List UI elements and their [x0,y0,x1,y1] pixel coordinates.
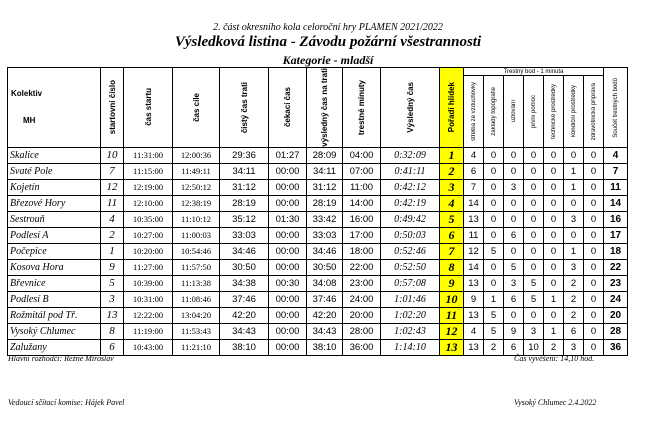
start-time: 10:31:00 [124,291,173,307]
trestne-minuty-label: trestné minuty [357,79,366,135]
penalty-points: 6 [464,163,484,179]
penalty-points: 3 [564,259,584,275]
team-name: Břevnice [8,275,101,291]
final-time: 1:14:10 [381,339,440,355]
track-time: 34:08 [307,275,343,291]
penalty-points: 0 [484,227,504,243]
penalty-col-header [504,76,524,148]
penalty-sum: 28 [604,323,628,339]
final-time: 0:52:46 [381,243,440,259]
penalty-points: 0 [524,195,544,211]
page-title: Výsledková listina - Závodu požární všestrannosti [174,34,482,50]
penalty-points: 0 [544,259,564,275]
finish-time: 11:00:03 [173,227,220,243]
wait-time: 00:00 [269,163,307,179]
penalty-points: 0 [484,259,504,275]
start-number: 5 [101,275,124,291]
mh-label: MH [23,116,36,126]
penalty-points: 5 [504,259,524,275]
cas-cile-header [173,68,220,148]
penalty-points: 0 [524,179,544,195]
table-row [8,291,628,307]
start-time: 10:27:00 [124,227,173,243]
vysledny-cas-header [381,68,440,148]
penalty-col-label: technické prostředky [550,83,557,139]
cas-cile-label: čas cíle [191,92,201,122]
clean-time: 33:03 [220,227,269,243]
clean-time: 38:10 [220,339,269,355]
table-row [8,275,628,291]
track-time: 38:10 [307,339,343,355]
penalty-sum: 11 [604,179,628,195]
penalty-col-label: první pomoc [530,94,537,128]
penalty-points: 0 [504,195,524,211]
team-name: Svaté Pole [8,163,101,179]
finish-time: 13:04:20 [173,307,220,323]
rank-cell: 12 [440,323,464,339]
penalty-sum: 7 [604,163,628,179]
penalty-sum: 36 [604,339,628,355]
finish-time: 10:54:46 [173,243,220,259]
rank-cell: 2 [440,163,464,179]
start-time: 11:15:00 [124,163,173,179]
category-title: Kategorie - mladší [282,53,374,67]
penalty-points: 3 [504,179,524,195]
penalty-points: 3 [564,339,584,355]
track-time: 33:42 [307,211,343,227]
penalty-points: 13 [464,211,484,227]
penalty-points: 3 [504,275,524,291]
rank-cell: 11 [440,307,464,323]
finish-time: 11:21:10 [173,339,220,355]
penalty-col-header [584,76,604,148]
start-number: 10 [101,147,124,163]
penalty-points: 0 [544,307,564,323]
wait-time: 00:00 [269,195,307,211]
penalty-points: 13 [464,307,484,323]
penalty-points: 0 [584,323,604,339]
penalty-points: 11 [464,227,484,243]
misto-datum: Vysoký Chlumec 2.4.2022 [514,398,597,407]
final-time: 1:01:46 [381,291,440,307]
clean-time: 30:50 [220,259,269,275]
team-name: Podlesí A [8,227,101,243]
subtitle: 2. část okresního kola celoroční hry PLAMEN 2021/2022 [213,22,443,33]
penalty-points: 0 [584,307,604,323]
final-time: 0:52:50 [381,259,440,275]
wait-time: 00:00 [269,339,307,355]
wait-time: 00:00 [269,227,307,243]
start-number: 1 [101,243,124,259]
penalty-points: 7 [464,179,484,195]
vysledny-cas-label: Výsledný čas [405,82,415,133]
results-table [7,67,628,356]
penalty-points: 0 [544,147,564,163]
start-no-header [101,68,124,148]
penalty-col-header [464,76,484,148]
penalty-points: 0 [484,163,504,179]
start-number: 6 [101,339,124,355]
penalty-points: 0 [504,147,524,163]
penalty-points: 5 [484,243,504,259]
penalty-points: 0 [584,227,604,243]
start-time: 12:22:00 [124,307,173,323]
penalty-minutes: 28:00 [343,323,381,339]
penalty-sum: 23 [604,275,628,291]
rank-cell: 10 [440,291,464,307]
penalty-minutes: 14:00 [343,195,381,211]
wait-time: 00:30 [269,275,307,291]
table-row [8,307,628,323]
penalty-points: 0 [584,163,604,179]
soucet-header [604,68,628,148]
track-time: 28:09 [307,147,343,163]
finish-time: 12:50:12 [173,179,220,195]
wait-time: 00:00 [269,323,307,339]
penalty-points: 0 [504,307,524,323]
finish-time: 11:49:11 [173,163,220,179]
penalty-points: 0 [504,211,524,227]
rank-cell: 5 [440,211,464,227]
cas-startu-label: čas startu [143,88,153,127]
finish-time: 11:57:50 [173,259,220,275]
team-name: Zalužany [8,339,101,355]
vysledny-cas-trati-label: výsledný čas na trati [320,68,329,147]
track-time: 28:19 [307,195,343,211]
penalty-sum: 18 [604,243,628,259]
penalty-minutes: 24:00 [343,291,381,307]
start-time: 12:10:00 [124,195,173,211]
table-row [8,339,628,355]
penalty-points: 5 [484,323,504,339]
rank-cell: 9 [440,275,464,291]
finish-time: 12:38:19 [173,195,220,211]
rank-cell: 6 [440,227,464,243]
trestne-minuty-header [343,68,381,148]
table-row [8,243,628,259]
penalty-points: 12 [464,243,484,259]
penalty-points: 5 [484,307,504,323]
rank-cell: 13 [440,339,464,355]
penalty-points: 0 [584,275,604,291]
wait-time: 01:27 [269,147,307,163]
penalty-points: 0 [544,275,564,291]
team-name: Sestrouň [8,211,101,227]
rank-cell: 7 [440,243,464,259]
penalty-points: 0 [584,243,604,259]
start-time: 10:39:00 [124,275,173,291]
team-name: Kojetín [8,179,101,195]
results-body [8,147,628,355]
penalty-points: 6 [504,227,524,243]
hlavni-rozhodci: Hlavní rozhodčí: Režné Miroslav [8,354,114,363]
penalty-sum: 16 [604,211,628,227]
wait-time: 00:00 [269,179,307,195]
penalty-points: 0 [584,291,604,307]
poradi-header [440,68,464,148]
table-row [8,259,628,275]
penalty-points: 0 [524,163,544,179]
clean-time: 31:12 [220,179,269,195]
team-name: Počepice [8,243,101,259]
penalty-points: 0 [544,243,564,259]
penalty-points: 10 [524,339,544,355]
penalty-minutes: 23:00 [343,275,381,291]
penalty-points: 1 [564,243,584,259]
penalty-col-label: kondiční prostředky [570,85,577,138]
penalty-points: 0 [564,227,584,243]
clean-time: 42:20 [220,307,269,323]
finish-time: 11:10:12 [173,211,220,227]
start-number: 11 [101,195,124,211]
clean-time: 28:19 [220,195,269,211]
penalty-points: 13 [464,339,484,355]
penalty-points: 0 [504,163,524,179]
penalty-col-label: základy topografie [490,87,497,136]
poradi-label: Pořadí hlídek [447,82,456,133]
penalty-points: 5 [524,291,544,307]
penalty-minutes: 17:00 [343,227,381,243]
table-row [8,195,628,211]
track-time: 31:12 [307,179,343,195]
team-name: Skalice [8,147,101,163]
wait-time: 00:00 [269,307,307,323]
start-time: 11:19:00 [124,323,173,339]
track-time: 30:50 [307,259,343,275]
penalty-minutes: 36:00 [343,339,381,355]
penalty-col-header [564,76,584,148]
cisty-cas-label: čistý čas trati [239,81,249,133]
clean-time: 34:46 [220,243,269,259]
final-time: 1:02:20 [381,307,440,323]
penalty-points: 0 [484,211,504,227]
finish-time: 11:13:38 [173,275,220,291]
penalty-sum: 22 [604,259,628,275]
table-row [8,179,628,195]
final-time: 0:49:42 [381,211,440,227]
start-number: 4 [101,211,124,227]
penalty-points: 2 [564,307,584,323]
start-number: 13 [101,307,124,323]
penalty-col-label: střelba ze vzduchovky [470,81,477,141]
team-name: Březové Hory [8,195,101,211]
start-number: 3 [101,291,124,307]
penalty-points: 13 [464,275,484,291]
wait-time: 00:00 [269,259,307,275]
penalty-points: 1 [544,291,564,307]
final-time: 0:32:09 [381,147,440,163]
team-name: Vysoký Chlumec [8,323,101,339]
penalty-points: 6 [504,339,524,355]
penalty-sum: 14 [604,195,628,211]
penalty-points: 2 [544,339,564,355]
track-time: 34:46 [307,243,343,259]
final-time: 0:41:11 [381,163,440,179]
cisty-cas-header [220,68,269,148]
penalty-points: 0 [544,179,564,195]
kolektiv-header [8,68,101,148]
penalty-sum: 17 [604,227,628,243]
cas-vyveseni: Čas vyvěšení: 14,10 hod. [514,354,595,363]
team-name: Kosova Hora [8,259,101,275]
final-time: 0:50:03 [381,227,440,243]
penalty-points: 0 [524,211,544,227]
penalty-points: 0 [484,195,504,211]
penalty-col-label: uzlování [510,100,517,123]
penalty-points: 0 [584,211,604,227]
start-time: 10:35:00 [124,211,173,227]
penalty-points: 0 [484,147,504,163]
kolektiv-label: Kolektiv [11,89,43,99]
penalty-minutes: 22:00 [343,259,381,275]
penalty-col-header [524,76,544,148]
penalty-points: 2 [564,291,584,307]
finish-time: 12:00:36 [173,147,220,163]
penalty-points: 0 [524,147,544,163]
penalty-col-label: zdravotnická příprava [590,82,597,141]
penalty-sum: 4 [604,147,628,163]
cekaci-cas-header [269,68,307,148]
start-time: 12:19:00 [124,179,173,195]
track-time: 33:03 [307,227,343,243]
penalty-points: 0 [524,227,544,243]
penalty-points: 2 [484,339,504,355]
penalty-points: 0 [584,259,604,275]
start-number: 12 [101,179,124,195]
penalty-points: 0 [564,147,584,163]
penalty-points: 0 [584,147,604,163]
final-time: 0:42:19 [381,195,440,211]
penalty-points: 4 [464,147,484,163]
penalty-points: 0 [484,275,504,291]
penalty-col-header [484,76,504,148]
penalty-group-header: Trestný bod - 1 minuta [464,68,604,76]
penalty-points: 9 [504,323,524,339]
table-row [8,323,628,339]
vedouci-scitaci-komise: Vedoucí sčítací komise: Hájek Pavel [8,398,125,407]
penalty-minutes: 04:00 [343,147,381,163]
penalty-minutes: 20:00 [343,307,381,323]
penalty-points: 1 [544,323,564,339]
rank-cell: 1 [440,147,464,163]
penalty-points: 0 [584,179,604,195]
track-time: 34:43 [307,323,343,339]
penalty-points: 6 [564,323,584,339]
penalty-points: 0 [584,339,604,355]
penalty-points: 1 [564,163,584,179]
penalty-points: 0 [544,227,564,243]
penalty-points: 1 [564,179,584,195]
penalty-points: 5 [524,275,544,291]
penalty-minutes: 18:00 [343,243,381,259]
penalty-points: 14 [464,259,484,275]
clean-time: 35:12 [220,211,269,227]
final-time: 0:42:12 [381,179,440,195]
penalty-points: 0 [544,163,564,179]
penalty-sum: 24 [604,291,628,307]
start-number: 8 [101,323,124,339]
penalty-minutes: 07:00 [343,163,381,179]
team-name: Podlesí B [8,291,101,307]
rank-cell: 4 [440,195,464,211]
finish-time: 11:08:46 [173,291,220,307]
table-row [8,211,628,227]
table-row [8,147,628,163]
penalty-minutes: 16:00 [343,211,381,227]
track-time: 34:11 [307,163,343,179]
penalty-points: 14 [464,195,484,211]
penalty-points: 0 [584,195,604,211]
finish-time: 11:53:43 [173,323,220,339]
rank-cell: 8 [440,259,464,275]
start-time: 11:31:00 [124,147,173,163]
penalty-points: 0 [564,195,584,211]
cas-startu-header [124,68,173,148]
table-row [8,163,628,179]
rank-cell: 3 [440,179,464,195]
track-time: 37:46 [307,291,343,307]
penalty-points: 3 [524,323,544,339]
clean-time: 34:43 [220,323,269,339]
vysledny-cas-trati-header [307,68,343,148]
clean-time: 34:38 [220,275,269,291]
table-row [8,227,628,243]
penalty-points: 0 [524,307,544,323]
penalty-points: 0 [524,243,544,259]
penalty-points: 3 [564,211,584,227]
penalty-sum: 20 [604,307,628,323]
wait-time: 00:00 [269,243,307,259]
cekaci-cas-label: čekací čas [283,87,292,128]
clean-time: 34:11 [220,163,269,179]
start-time: 10:20:00 [124,243,173,259]
penalty-points: 0 [504,243,524,259]
clean-time: 29:36 [220,147,269,163]
penalty-points: 2 [564,275,584,291]
start-number: 7 [101,163,124,179]
clean-time: 37:46 [220,291,269,307]
penalty-minutes: 11:00 [343,179,381,195]
track-time: 42:20 [307,307,343,323]
start-time: 11:27:00 [124,259,173,275]
start-no-label: startovní číslo [107,80,117,135]
penalty-points: 6 [504,291,524,307]
final-time: 0:57:08 [381,275,440,291]
wait-time: 00:00 [269,291,307,307]
wait-time: 01:30 [269,211,307,227]
start-number: 2 [101,227,124,243]
penalty-points: 0 [524,259,544,275]
penalty-points: 4 [464,323,484,339]
team-name: Rožmitál pod Tř. [8,307,101,323]
soucet-label: Součet trestných bodů [612,77,619,138]
start-number: 9 [101,259,124,275]
penalty-col-header [544,76,564,148]
penalty-points: 9 [464,291,484,307]
penalty-points: 1 [484,291,504,307]
start-time: 10:43:00 [124,339,173,355]
penalty-points: 0 [484,179,504,195]
penalty-points: 0 [544,195,564,211]
final-time: 1:02:43 [381,323,440,339]
penalty-points: 0 [544,211,564,227]
